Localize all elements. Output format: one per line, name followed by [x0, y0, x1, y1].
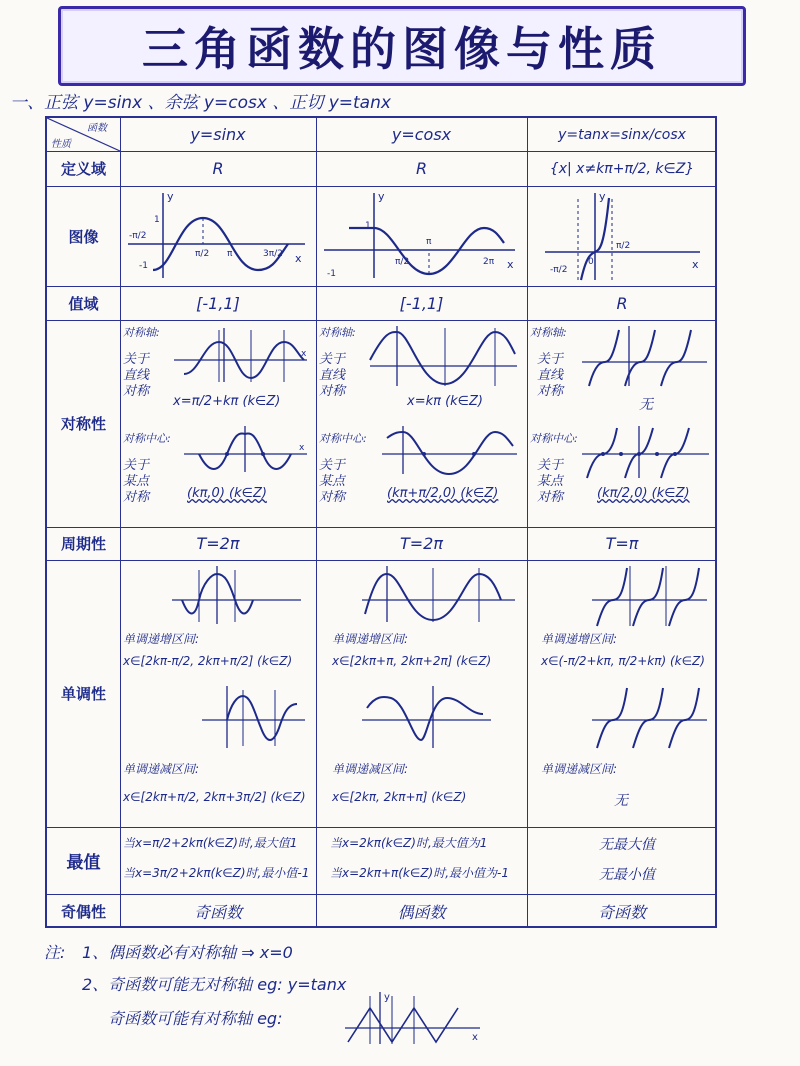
extremum-sin-max: 当x=π/2+2kπ(k∈Z)时,最大值1 [123, 836, 298, 850]
axis-x-label: x [301, 349, 307, 359]
axis-y-label: y [378, 190, 385, 203]
sin-curve [227, 696, 297, 740]
sym-center-sin: (kπ,0) (k∈Z) [187, 486, 267, 501]
note-graph [340, 990, 490, 1046]
tick-half-pi: π/2 [195, 249, 210, 259]
tick-one: 1 [365, 221, 371, 231]
sym-axis-label-tan: 对称轴: [530, 326, 567, 339]
row-label-range: 值域 [68, 294, 99, 313]
sym-axis-graph-cos [365, 324, 523, 388]
center-point [619, 452, 623, 456]
mono-inc-graph-tan [587, 564, 713, 628]
tick-neg-half-pi: -π/2 [550, 265, 568, 275]
range-sin: [-1,1] [196, 293, 240, 313]
zigzag-curve [348, 1008, 458, 1042]
header-cos: y=cosx [391, 125, 452, 144]
center-point [225, 452, 229, 456]
tick-pi: π [426, 237, 432, 247]
period-sin: T=2π [196, 534, 240, 553]
period-cos: T=2π [400, 534, 443, 553]
tan-curve [589, 330, 619, 386]
properties-table [45, 116, 717, 928]
corner-top-label: 函数 [87, 123, 107, 134]
cos-curve [367, 697, 483, 740]
sym-point-2: 某点 [123, 474, 150, 489]
mono-dec-graph-tan [587, 684, 713, 750]
extremum-tan-min: 无最小值 [599, 867, 655, 883]
sym-center-cos: (kπ+π/2,0) (k∈Z) [387, 486, 499, 501]
tick-pi: π [227, 249, 233, 259]
note-3: 奇函数可能有对称轴 eg: [108, 1009, 283, 1028]
note-2: 2、奇函数可能无对称轴 eg: y=tanx [82, 975, 347, 994]
sym-point-1: 关于 [123, 458, 150, 473]
sym-about-3: 对称 [537, 384, 564, 399]
row-label-domain: 定义域 [60, 160, 106, 178]
sym-center-graph-tan [577, 424, 715, 480]
sym-about-2: 直线 [319, 368, 346, 383]
mono-dec-sin: x∈[2kπ+π/2, 2kπ+3π/2] (k∈Z) [123, 790, 306, 804]
sym-center-graph-sin [179, 424, 314, 474]
tick-neg-one: -1 [327, 269, 336, 279]
graph-tan [530, 188, 715, 284]
sym-point-3: 对称 [123, 490, 150, 505]
sym-center-label-sin: 对称中心: [123, 432, 171, 445]
axis-x-label: x [692, 258, 699, 271]
graph-cos [319, 188, 524, 284]
tan-curve [661, 330, 691, 386]
sym-about-3: 对称 [123, 384, 150, 399]
range-cos: [-1,1] [399, 293, 444, 313]
mono-dec-tan: 无 [614, 793, 628, 809]
sym-point-2: 某点 [537, 474, 564, 489]
tick-half-pi: π/2 [616, 241, 631, 251]
mono-dec-label-tan: 单调递减区间: [541, 762, 618, 776]
graph-sin [123, 188, 313, 284]
axis-y-label: y [167, 190, 174, 203]
tan-curve [669, 568, 699, 626]
sym-about-3: 对称 [319, 384, 346, 399]
header-tan: y=tanx=sinx/cosx [558, 126, 686, 143]
extremum-cos-min: 当x=2kπ+π(k∈Z)时,最小值为-1 [330, 866, 510, 880]
axis-x-label: x [472, 1032, 478, 1043]
center-point [601, 452, 605, 456]
center-point [261, 452, 265, 456]
mono-inc-cos: x∈[2kπ+π, 2kπ+2π] (k∈Z) [332, 654, 492, 668]
axis-y-label: y [384, 992, 390, 1003]
sym-about-1: 关于 [319, 352, 346, 367]
sym-axis-label-cos: 对称轴: [319, 326, 356, 339]
tick-half-pi: π/2 [395, 257, 410, 267]
mono-dec-label-sin: 单调递减区间: [123, 762, 200, 776]
sym-axis-cos: x=kπ (k∈Z) [407, 394, 483, 409]
row-label-symmetry: 对称性 [60, 415, 106, 433]
row-label-monotonic: 单调性 [60, 685, 106, 703]
row-label-period: 周期性 [60, 535, 106, 553]
header-sin: y=sinx [190, 125, 246, 144]
note-1: 1、偶函数必有对称轴 ⇒ x=0 [82, 943, 293, 962]
axis-x-label: x [295, 252, 302, 265]
row-divider [47, 186, 715, 187]
mono-inc-tan: x∈(-π/2+kπ, π/2+kπ) (k∈Z) [541, 654, 705, 668]
domain-cos: R [415, 159, 428, 178]
sym-axis-graph-sin [169, 324, 314, 384]
mono-inc-label-cos: 单调递增区间: [332, 632, 409, 646]
center-point [673, 452, 677, 456]
extremum-cos-max: 当x=2kπ(k∈Z)时,最大值为1 [330, 836, 488, 850]
mono-inc-graph-sin [167, 564, 307, 626]
tick-two-pi: 2π [483, 257, 495, 267]
parity-cos: 偶函数 [397, 902, 446, 922]
cos-curve [370, 332, 515, 384]
extremum-tan-max: 无最大值 [599, 837, 655, 853]
extremum-sin-min: 当x=3π/2+2kπ(k∈Z)时,最小值-1 [123, 866, 310, 880]
cos-curve [387, 432, 513, 474]
col-divider [316, 118, 317, 926]
sym-axis-label-sin: 对称轴: [123, 326, 160, 339]
sym-point-1: 关于 [319, 458, 346, 473]
row-divider [47, 827, 715, 828]
tan-curve [669, 688, 699, 748]
axis-x-label: x [299, 443, 305, 453]
domain-sin: R [212, 159, 224, 178]
sym-axis-tan: 无 [639, 397, 653, 413]
sym-center-tan: (kπ/2,0) (k∈Z) [597, 486, 690, 501]
col-divider [527, 118, 528, 926]
tick-one: 1 [154, 215, 160, 225]
center-point [655, 452, 659, 456]
mono-dec-cos: x∈[2kπ, 2kπ+π] (k∈Z) [332, 790, 467, 804]
sym-center-label-cos: 对称中心: [319, 432, 367, 445]
center-point [472, 452, 476, 456]
mono-inc-graph-cos [357, 564, 522, 624]
row-divider [47, 320, 715, 321]
tick-neg-one: -1 [139, 261, 148, 271]
sym-point-2: 某点 [319, 474, 346, 489]
tick-neg-half-pi: -π/2 [129, 231, 147, 241]
tan-curve [597, 568, 627, 626]
row-label-graph: 图像 [68, 227, 99, 246]
domain-tan: {x| x≠kπ+π/2, k∈Z} [549, 160, 695, 177]
tick-origin: 0 [588, 257, 594, 267]
parity-tan: 奇函数 [597, 902, 646, 922]
mono-inc-sin: x∈[2kπ-π/2, 2kπ+π/2] (k∈Z) [123, 654, 293, 668]
mono-inc-label-tan: 单调递增区间: [541, 632, 618, 646]
range-tan: R [616, 293, 628, 313]
title-box [58, 6, 746, 86]
corner-bottom-label: 性质 [51, 139, 71, 150]
axis-y-label: y [599, 190, 606, 203]
cos-curve [349, 228, 504, 274]
sym-point-3: 对称 [537, 490, 564, 505]
sym-about-2: 直线 [123, 368, 150, 383]
section-subtitle: 一、正弦 y=sinx 、余弦 y=cosx 、正切 y=tanx [10, 93, 391, 113]
sym-about-1: 关于 [537, 352, 564, 367]
mono-dec-label-cos: 单调递减区间: [332, 762, 409, 776]
page-title: 三角函数的图像与性质 [142, 22, 662, 76]
sym-about-2: 直线 [537, 368, 564, 383]
sym-axis-sin: x=π/2+kπ (k∈Z) [173, 394, 281, 409]
row-label-extremum: 最值 [66, 853, 101, 873]
tan-curve [633, 688, 663, 748]
sym-center-label-tan: 对称中心: [530, 432, 578, 445]
sym-point-1: 关于 [537, 458, 564, 473]
row-label-parity: 奇偶性 [60, 902, 106, 921]
row-divider [47, 560, 715, 561]
center-point [422, 452, 426, 456]
tan-curve [633, 568, 663, 626]
sym-axis-graph-tan [577, 324, 713, 388]
sym-about-1: 关于 [123, 352, 150, 367]
mono-dec-graph-cos [357, 684, 497, 750]
col-divider [120, 118, 121, 926]
tick-three-half-pi: 3π/2 [263, 249, 283, 259]
tan-curve [597, 688, 627, 748]
period-tan: T=π [605, 534, 639, 553]
sym-point-3: 对称 [319, 490, 346, 505]
axis-x-label: x [507, 258, 514, 271]
parity-sin: 奇函数 [193, 902, 242, 922]
notes-prefix: 注: [44, 943, 66, 962]
sym-center-graph-cos [377, 424, 523, 476]
center-point [637, 452, 641, 456]
mono-dec-graph-sin [197, 684, 312, 750]
mono-inc-label-sin: 单调递增区间: [123, 632, 200, 646]
